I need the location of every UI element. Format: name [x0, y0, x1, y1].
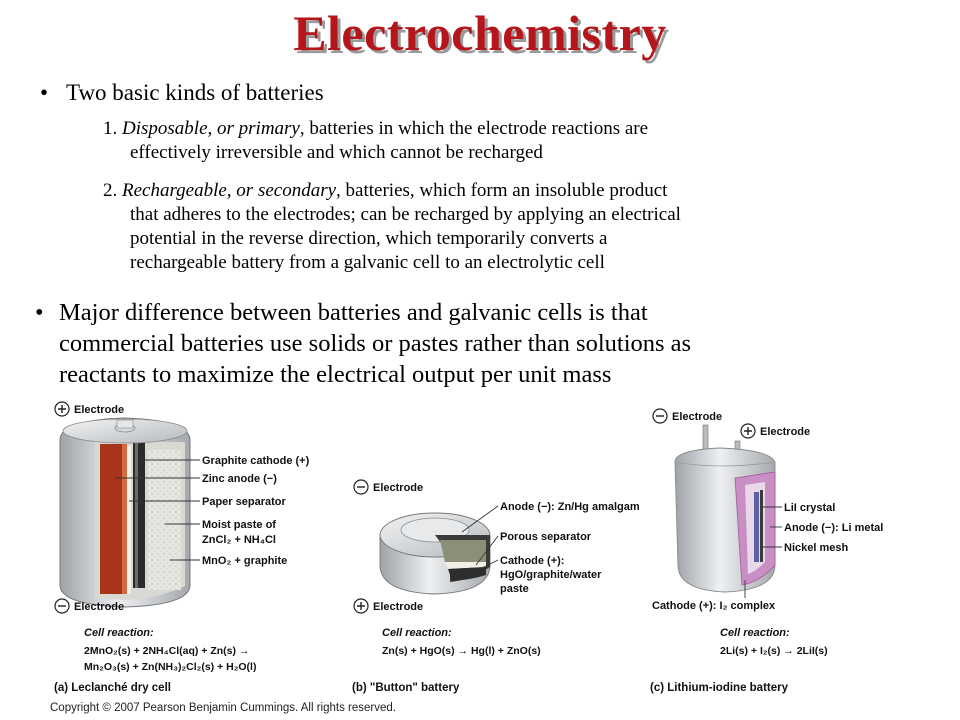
label-paste: paste: [500, 583, 529, 595]
moist-paste: [148, 450, 181, 590]
electrode-pos-label: Electrode: [74, 404, 125, 416]
paper-separator: [127, 446, 131, 594]
zinc-anode: [100, 444, 122, 594]
item-text: , batteries, which form an insoluble product: [336, 180, 668, 201]
lithium-iodine-battery: [650, 409, 883, 694]
label-hgo: HgO/graphite/water: [500, 569, 602, 581]
reaction-line-1: 2MnO₂(s) + 2NH₄Cl(aq) + Zn(s) →: [84, 645, 250, 657]
electrode-pos-label: Electrode: [373, 601, 424, 613]
cell-terminal-stud: [117, 420, 133, 428]
bullet-text: Major difference between batteries and galvanic cells is that: [59, 299, 648, 326]
bullet-text-cont: reactants to maximize the electrical output per unit mass: [59, 361, 612, 388]
item-number: 2.: [103, 180, 118, 201]
graphite-cathode: [133, 438, 145, 588]
zinc-anode-edge: [122, 444, 127, 594]
item-text: , batteries in which the electrode reactions are: [299, 118, 649, 139]
cell-reaction-label: Cell reaction:: [382, 627, 452, 639]
label-porous-separator: Porous separator: [500, 531, 592, 543]
label-li-anode: Anode (−): Li metal: [784, 522, 884, 534]
zn-hg-amalgam: [440, 540, 486, 562]
i2-complex: [760, 490, 763, 562]
electrode-neg-label: Electrode: [74, 601, 125, 613]
label-anode: Anode (−): Zn/Hg amalgam: [500, 501, 640, 513]
copyright-notice: Copyright © 2007 Pearson Benjamin Cummings. All rights reserved.: [50, 702, 396, 714]
item-term: Rechargeable, or secondary: [122, 180, 337, 201]
bullet-text-cont: commercial batteries use solids or pastes rather than solutions as: [59, 330, 692, 357]
label-cathode: Cathode (+):: [500, 555, 565, 567]
bullet-marker: •: [35, 299, 44, 326]
bullet-marker: •: [40, 80, 49, 105]
caption-b: (b) "Button" battery: [352, 682, 460, 694]
item-term: Disposable, or primary: [122, 118, 300, 139]
item-text-cont: rechargeable battery from a galvanic cell to an electrolytic cell: [130, 252, 605, 273]
button-battery: [352, 480, 640, 694]
electrode-neg-label: Electrode: [672, 411, 723, 423]
label-mno2: MnO₂ + graphite: [202, 555, 288, 567]
item-text-cont: effectively irreversible and which cannot be recharged: [130, 142, 543, 163]
label-zncl2: ZnCl₂ + NH₄Cl: [202, 534, 276, 546]
item-text-cont: potential in the reverse direction, which temporarily converts a: [130, 228, 608, 249]
cell-reaction-label: Cell reaction:: [720, 627, 790, 639]
electrode-pos-label: Electrode: [760, 426, 811, 438]
label-cathode-i2: Cathode (+): I₂ complex: [652, 600, 776, 612]
caption-a: (a) Leclanché dry cell: [54, 682, 171, 694]
label-nickel-mesh: Nickel mesh: [784, 542, 849, 554]
label-paper-separator: Paper separator: [202, 496, 286, 508]
leclanche-dry-cell: [54, 402, 310, 694]
reaction-line-1: Zn(s) + HgO(s) → Hg(l) + ZnO(s): [382, 645, 541, 657]
label-graphite-cathode: Graphite cathode (+): [202, 455, 310, 467]
label-lii-crystal: LiI crystal: [784, 502, 836, 514]
item-number: 1.: [103, 118, 118, 139]
caption-c: (c) Lithium-iodine battery: [650, 682, 788, 694]
electrode-neg-label: Electrode: [373, 482, 424, 494]
item-text-cont: that adheres to the electrodes; can be recharged by applying an electrical: [130, 204, 681, 225]
reaction-line-2: Mn₂O₃(s) + Zn(NH₃)₂Cl₂(s) + H₂O(l): [84, 661, 257, 673]
label-moist-paste: Moist paste of: [202, 519, 276, 531]
cell-reaction-label: Cell reaction:: [84, 627, 154, 639]
graphite-highlight: [135, 438, 138, 588]
reaction-line-1: 2Li(s) + I₂(s) → 2LiI(s): [720, 645, 828, 657]
bullet-text: Two basic kinds of batteries: [66, 80, 324, 105]
nickel-mesh: [754, 492, 759, 562]
label-zinc-anode: Zinc anode (−): [202, 473, 277, 485]
slide-title: Electrochemistry: [293, 5, 667, 61]
